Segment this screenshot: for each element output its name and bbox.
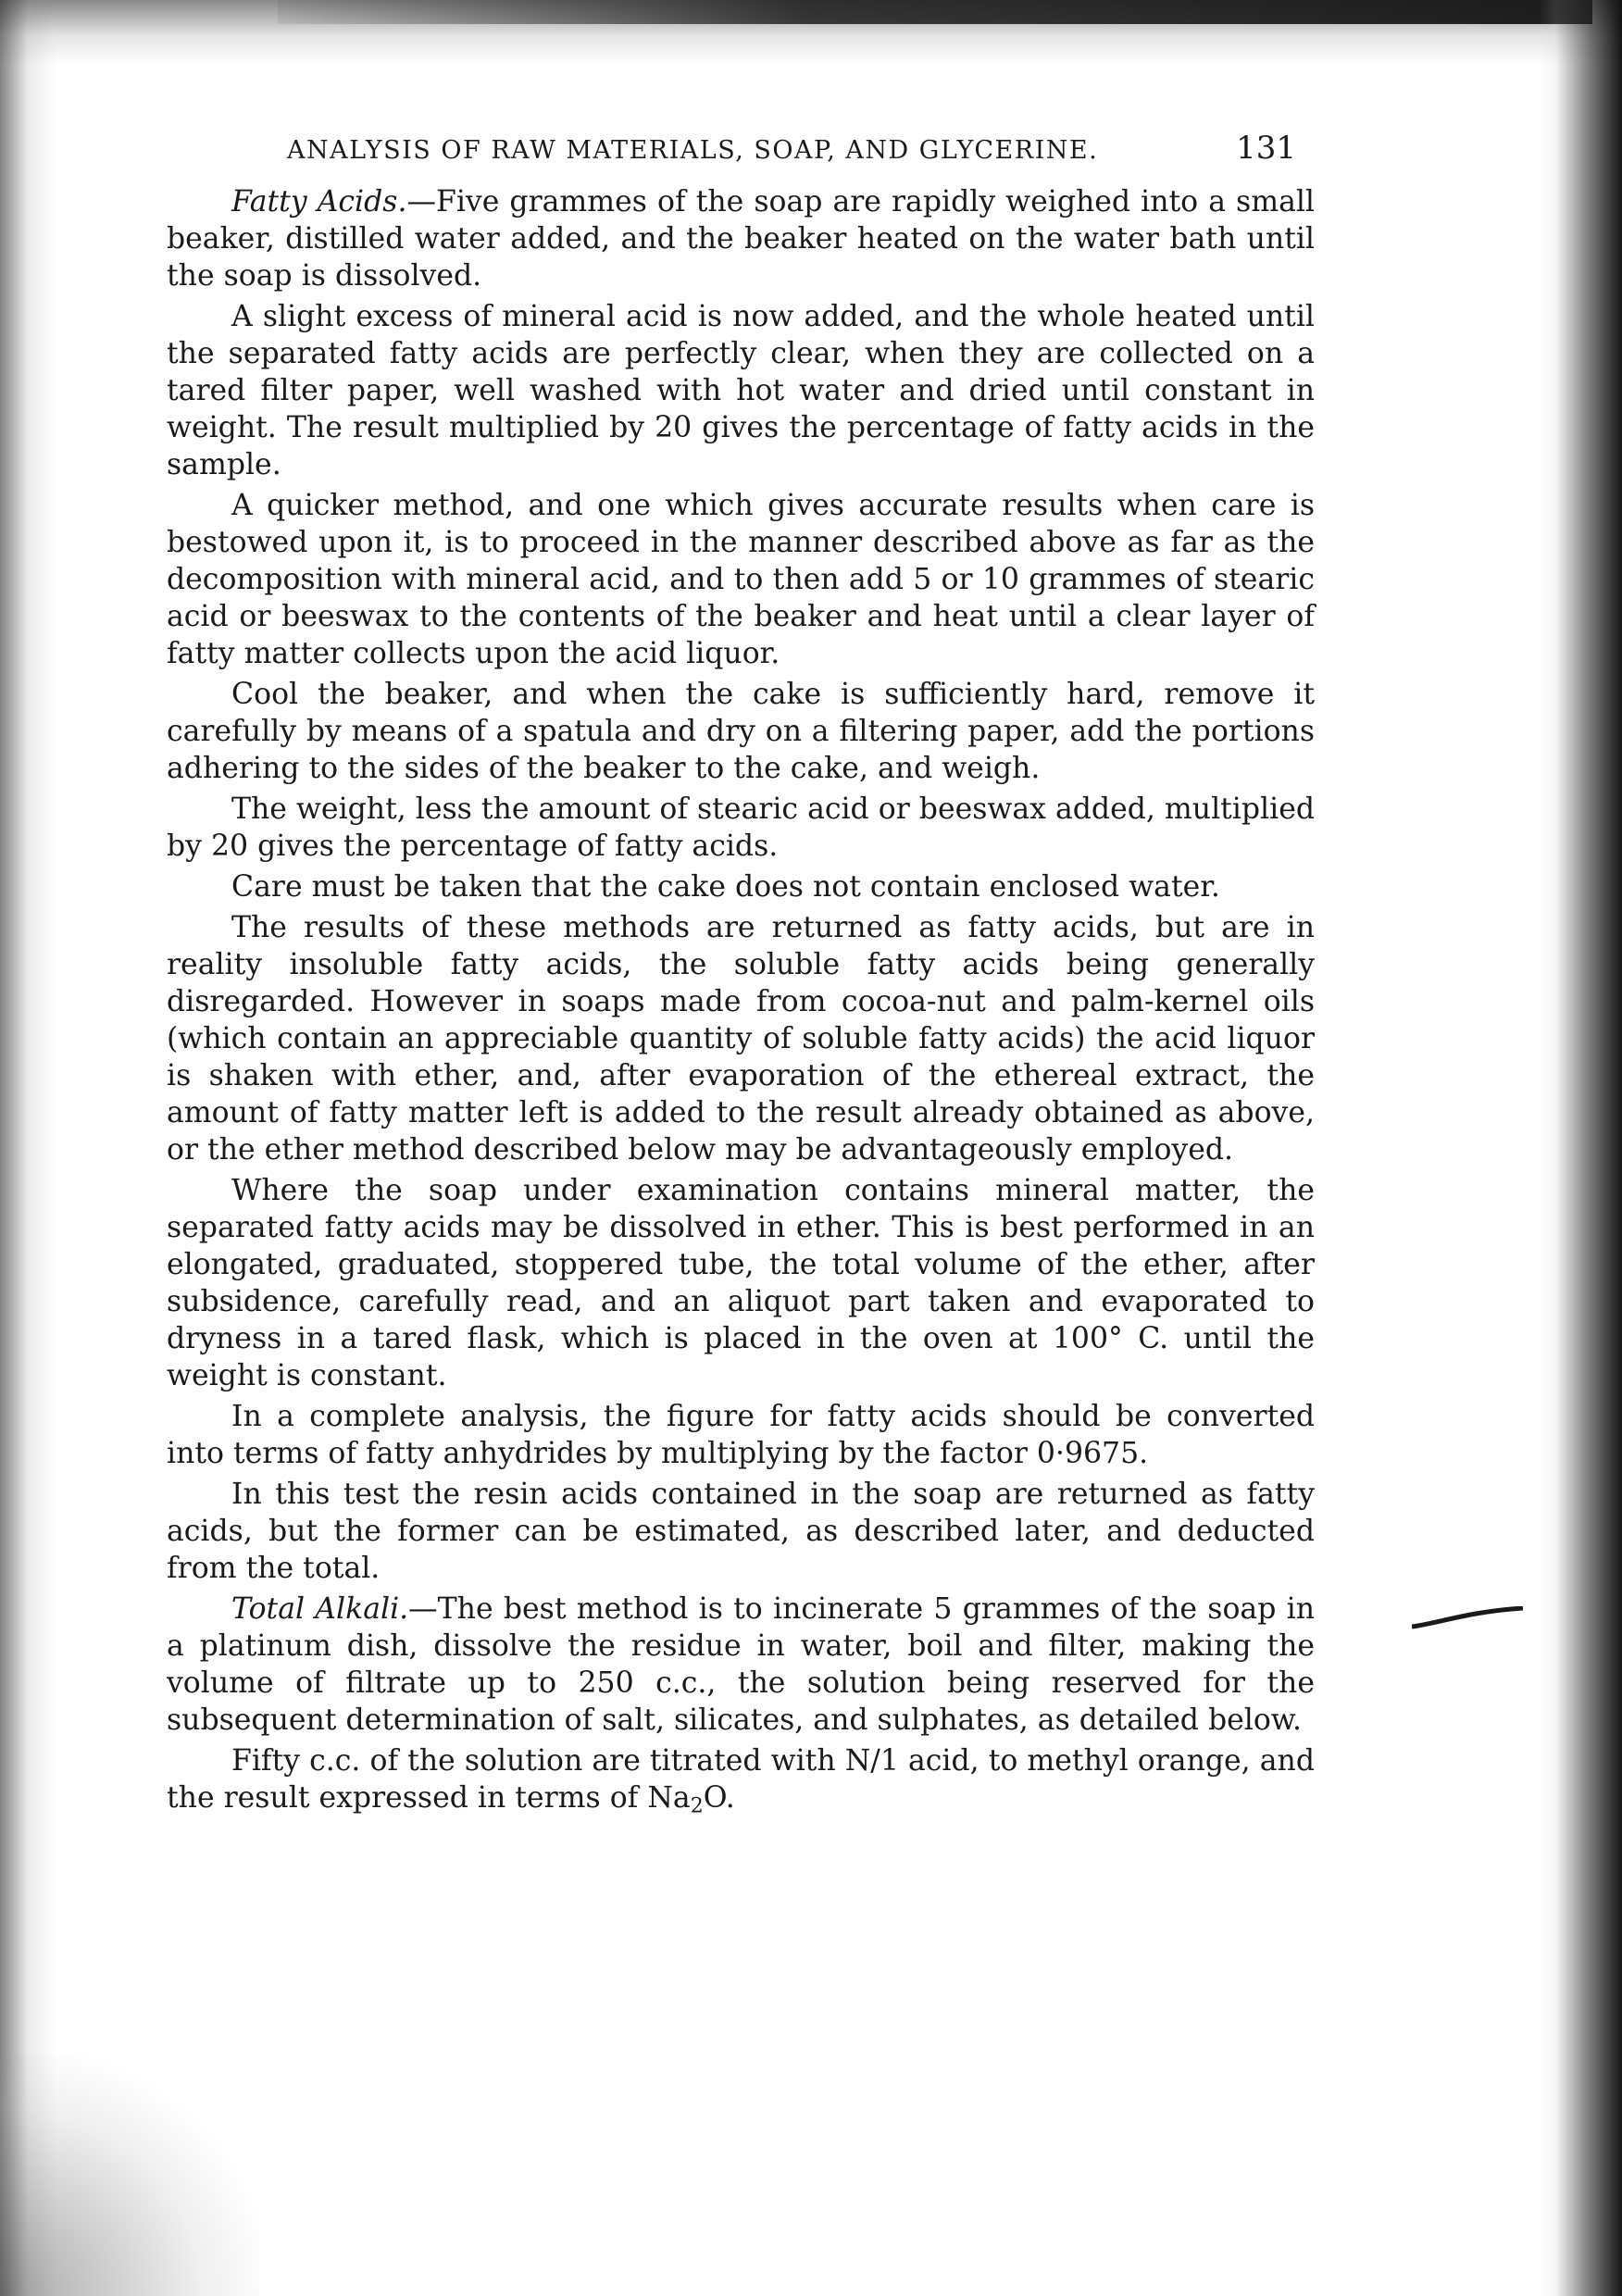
scan-mark	[1412, 1606, 1523, 1634]
paragraph-text: The weight, less the amount of stearic acid or beeswax added, multiplied by 20 gives the percentage of fatty acids.	[167, 792, 1315, 863]
paragraph	[167, 676, 1315, 787]
paragraph-text: A quicker method, and one which gives accurate results when care is bestowed upon it, is to proceed in the manner described above as far as the decomposition with mineral acid, and to then add 5 or 10 grammes of stearic acid or beeswax to the contents of the beaker and heat until a clear layer of fatty matter collects upon the acid liquor.	[167, 489, 1315, 670]
scan-shadow-left	[0, 0, 56, 2296]
paragraph-text: —The best method is to incinerate 5 grammes of the soap in a platinum dish, dissolve the residue in water, boil and filter, making the volume of filtrate up to 250 c.c., the solution being reserved for the subsequent determination of salt, silicates, and sulphates, as detailed below.	[167, 1592, 1315, 1737]
paragraph	[167, 791, 1315, 865]
paragraph-total-alkali	[167, 1591, 1315, 1739]
paragraph-text: Fifty c.c. of the solution are titrated with N/1 acid, to methyl orange, and the result expressed in terms of Na	[167, 1744, 1315, 1815]
paragraph-text: In this test the resin acids contained in the soap are returned as fatty acids, but the former can be estimated, as described later, and deducted from the total.	[167, 1478, 1315, 1585]
paragraph	[167, 1398, 1315, 1472]
running-head: ANALYSIS OF RAW MATERIALS, SOAP, AND GLYCERINE.	[287, 136, 1099, 165]
paragraph-text: Care must be taken that the cake does not contain enclosed water.	[231, 870, 1220, 904]
paragraph-text-tail: O.	[703, 1781, 735, 1815]
paragraph	[167, 298, 1315, 483]
section-lead: Total Alkali.	[231, 1592, 409, 1626]
paragraph-text: The results of these methods are returned as fatty acids, but are in reality insoluble fatty acids, the soluble fatty acids being generally disregarded. However in soaps made from cocoa-nut and palm-kernel oils (which contain an appreciable quantity of soluble fatty acids) the acid liquor is shaken with ether, and, after evaporation of the ethereal extract, the amount of fatty matter left is added to the result already obtained as above, or the ether method described below may be advantageously employed.	[167, 911, 1315, 1167]
section-lead: Fatty Acids.	[231, 185, 407, 218]
paragraph-text: Cool the beaker, and when the cake is sufficiently hard, remove it carefully by means of a spatula and dry on a filtering paper, add the portions adhering to the sides of the beaker to the cake, and weigh.	[167, 678, 1315, 785]
paragraph-text: —Five grammes of the soap are rapidly weighed into a small beaker, distilled water added, and the beaker heated on the water bath until the soap is dissolved.	[167, 185, 1315, 293]
page-number: 131	[1236, 130, 1296, 167]
paragraph-text: Where the soap under examination contains mineral matter, the separated fatty acids may be dissolved in ether. This is best performed in an elongated, graduated, stoppered tube, the total volume of the ether, after subsidence, carefully read, and an aliquot part taken and evaporated to dryness in a tared flask, which is placed in the oven at 100° C. until the weight is constant.	[167, 1174, 1315, 1392]
paragraph	[167, 868, 1315, 905]
scan-binding-top	[278, 0, 1592, 24]
book-page	[167, 130, 1315, 1829]
paragraph	[167, 909, 1315, 1168]
paragraph	[167, 1742, 1315, 1826]
paragraph-fatty-acids	[167, 183, 1315, 294]
paragraph-text: A slight excess of mineral acid is now added, and the whole heated until the separated fatty acids are perfectly clear, when they are collected on a tared filter paper, well washed with hot water and dried until constant in weight. The result multiplied by 20 gives the percentage of fatty acids in the sample.	[167, 300, 1315, 481]
scan-stain-corner	[0, 2055, 259, 2296]
paragraph	[167, 1476, 1315, 1587]
paragraph	[167, 1172, 1315, 1394]
paragraph-text: In a complete analysis, the figure for fatty acids should be converted into terms of fatty anhydrides by multiplying by the factor 0·9675.	[167, 1400, 1315, 1470]
page-header	[167, 130, 1315, 167]
paragraph	[167, 487, 1315, 672]
subscript: 2	[690, 1794, 704, 1818]
scan-shadow-right	[1539, 0, 1622, 2296]
